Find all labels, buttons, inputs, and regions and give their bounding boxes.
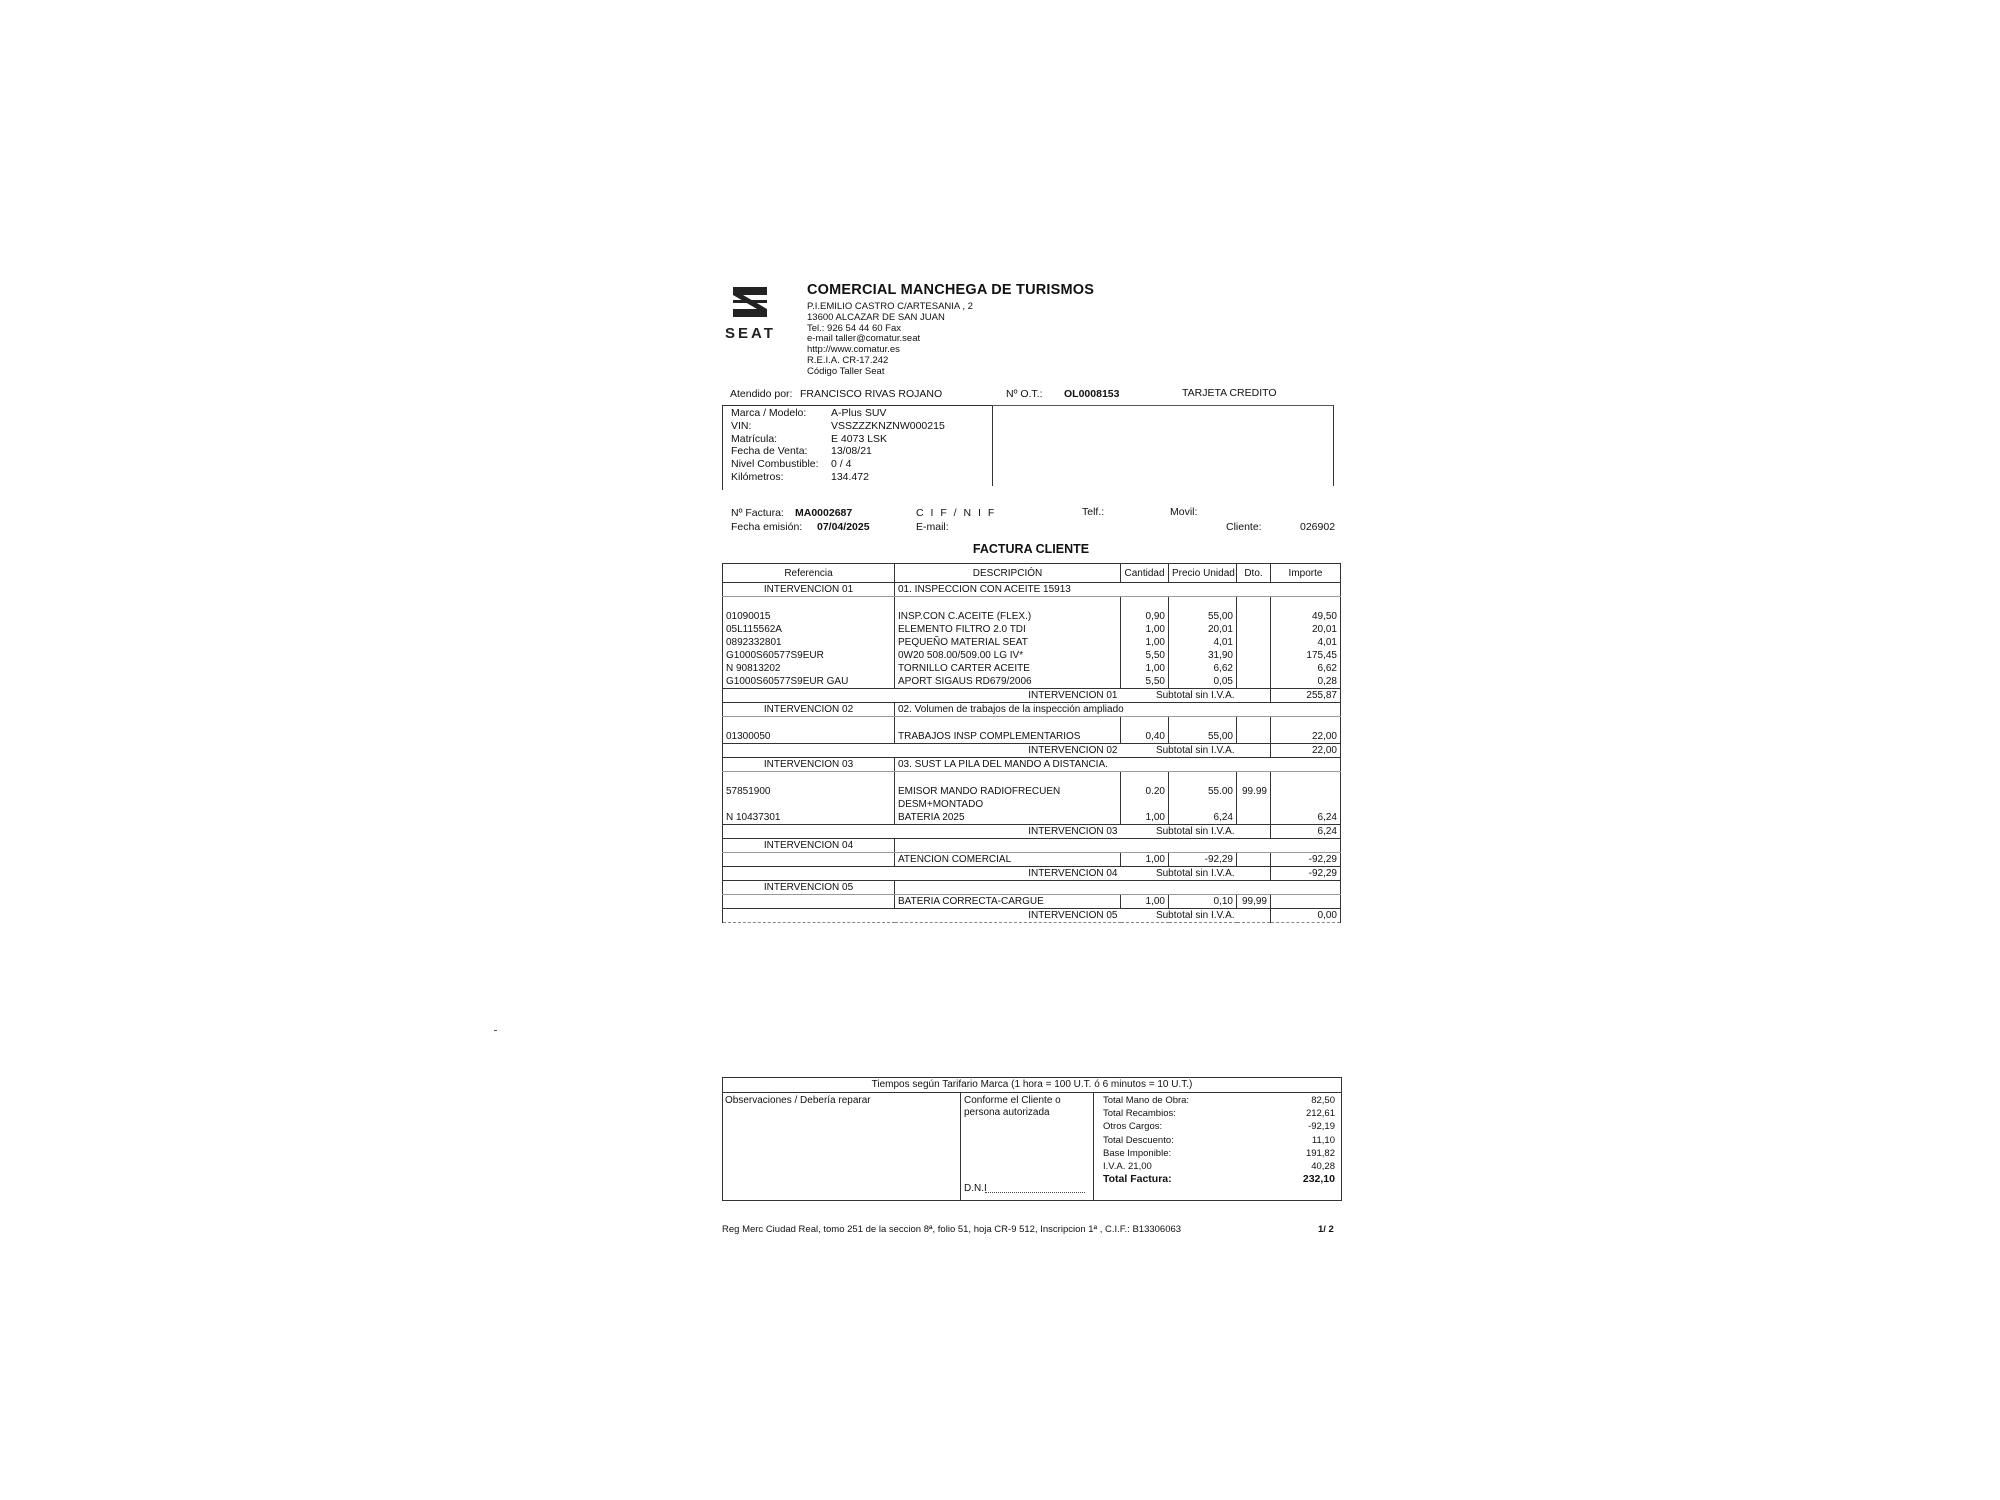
intervention-description: 01. INSPECCION CON ACEITE 15913 [895, 583, 1341, 597]
cell-empty [723, 825, 895, 839]
subtotal-value: 0,00 [1271, 909, 1341, 923]
fecha-value: 07/04/2025 [817, 521, 870, 533]
factura-value: MA0002687 [795, 507, 853, 519]
cell-amount [1271, 597, 1341, 611]
vehicle-label: Kilómetros: [731, 470, 784, 483]
subtotal-label: Subtotal sin I.V.A. [1121, 867, 1271, 881]
cell-amount: 0,28 [1271, 675, 1341, 689]
table-row [723, 649, 1341, 662]
items-body [723, 583, 1341, 923]
fecha-label: Fecha emisión: [731, 521, 803, 533]
subtotal-intervention: INTERVENCION 01 [895, 689, 1121, 703]
table-row [723, 675, 1341, 689]
intervention-title: INTERVENCION 04 [723, 839, 895, 853]
address-line: http://www.comatur.es [807, 344, 900, 356]
total-value: -92,19 [1308, 1121, 1335, 1133]
cell-ref [723, 597, 895, 611]
vehicle-label: Fecha de Venta: [731, 445, 808, 458]
subtotal-row [723, 867, 1341, 881]
intervention-title: INTERVENCION 03 [723, 758, 895, 772]
subtotal-label: Subtotal sin I.V.A. [1121, 909, 1271, 923]
cell-amount: 49,50 [1271, 610, 1341, 623]
cell-price [1169, 597, 1237, 611]
cell-dto [1237, 662, 1271, 675]
cell-desc: INSP.CON C.ACEITE (FLEX.) [895, 610, 1121, 623]
cell-price: 55.00 [1169, 785, 1237, 798]
footer-box [722, 1077, 1342, 1201]
intervention-header-row [723, 583, 1341, 597]
intervention-description [895, 881, 1341, 895]
cell-qty: 1,00 [1121, 895, 1169, 909]
cell-amount: 175,45 [1271, 649, 1341, 662]
cell-qty: 0,90 [1121, 610, 1169, 623]
cell-dto [1237, 853, 1271, 867]
scan-speck [494, 1030, 497, 1031]
cell-price [1169, 717, 1237, 731]
cell-qty [1121, 772, 1169, 786]
cell-desc: 0W20 508.00/509.00 LG IV* [895, 649, 1121, 662]
cell-price: 20,01 [1169, 623, 1237, 636]
cell-amount [1271, 717, 1341, 731]
total-value: 212,61 [1305, 1108, 1335, 1120]
cliente-label: Cliente: [1226, 521, 1262, 533]
cell-dto: 99.99 [1237, 785, 1271, 798]
table-row [723, 610, 1341, 623]
factura-label: Nº Factura: [731, 507, 784, 519]
cell-desc: TORNILLO CARTER ACEITE [895, 662, 1121, 675]
cell-amount [1271, 895, 1341, 909]
table-row [723, 623, 1341, 636]
cell-desc: APORT SIGAUS RD679/2006 [895, 675, 1121, 689]
table-row [723, 895, 1341, 909]
cell-amount: 22,00 [1271, 730, 1341, 744]
total-row [1103, 1107, 1335, 1120]
intervention-header-row [723, 881, 1341, 895]
cell-qty: 1,00 [1121, 662, 1169, 675]
cell-amount: 20,01 [1271, 623, 1341, 636]
cell-qty: 1,00 [1121, 811, 1169, 825]
customer-box [992, 405, 1334, 486]
column-header: Cantidad [1121, 564, 1169, 583]
cell-ref [723, 798, 895, 811]
address-line: Tel.: 926 54 44 60 Fax [807, 322, 902, 334]
vehicle-value: E 4073 LSK [831, 432, 888, 445]
cell-ref: 0892332801 [723, 636, 895, 649]
subtotal-label: Subtotal sin I.V.A. [1121, 825, 1271, 839]
cell-dto [1237, 717, 1271, 731]
cell-price: 6,24 [1169, 811, 1237, 825]
subtotal-row [723, 744, 1341, 758]
cell-desc: TRABAJOS INSP COMPLEMENTARIOS [895, 730, 1121, 744]
vehicle-label: Marca / Modelo: [731, 407, 807, 419]
cell-amount [1271, 798, 1341, 811]
cell-qty: 0,40 [1121, 730, 1169, 744]
cell-amount: 6,24 [1271, 811, 1341, 825]
cliente-value: 026902 [1300, 521, 1336, 533]
atendido-value: FRANCISCO RIVAS ROJANO [800, 388, 943, 400]
column-header: DESCRIPCIÓN [895, 564, 1121, 583]
total-label: Total Recambios: [1103, 1108, 1176, 1120]
vehicle-label: VIN: [731, 419, 752, 432]
cell-dto [1237, 675, 1271, 689]
cell-ref [723, 772, 895, 786]
total-row [1103, 1173, 1335, 1186]
subtotal-label: Subtotal sin I.V.A. [1121, 689, 1271, 703]
table-row [723, 785, 1341, 798]
cell-ref: 05L115562A [723, 623, 895, 636]
total-row [1103, 1160, 1335, 1173]
subtotal-row [723, 689, 1341, 703]
total-value: 82,50 [1311, 1095, 1335, 1106]
cell-desc: BATERIA CORRECTA-CARGUE [895, 895, 1121, 909]
cell-ref: N 10437301 [723, 811, 895, 825]
conforme-label: Conforme el Cliente o [964, 1095, 1061, 1106]
total-row [1103, 1134, 1335, 1147]
cell-qty: 5,50 [1121, 675, 1169, 689]
total-label: Otros Cargos: [1103, 1121, 1163, 1133]
address-line: Código Taller Seat [807, 365, 885, 377]
vehicle-value: A-Plus SUV [831, 407, 887, 419]
cell-desc: DESM+MONTADO [895, 798, 1121, 811]
subtotal-value: -92,29 [1271, 867, 1341, 881]
payment-method: TARJETA CREDITO [1182, 387, 1277, 399]
cell-price: 6,62 [1169, 662, 1237, 675]
total-label: Base Imponible: [1103, 1147, 1172, 1159]
footer-divider [1093, 1092, 1094, 1200]
address-line: 13600 ALCAZAR DE SAN JUAN [807, 311, 945, 323]
intervention-description: 02. Volumen de trabajos de la inspección ampliado [895, 703, 1341, 717]
total-value: 40,28 [1311, 1161, 1335, 1173]
address-line: e-mail taller@comatur.seat [807, 333, 921, 345]
movil-label: Movil: [1170, 506, 1198, 518]
cell-amount: 6,62 [1271, 662, 1341, 675]
cell-price: 55,00 [1169, 730, 1237, 744]
seat-logo [722, 283, 782, 343]
table-row [723, 597, 1341, 611]
total-value: 232,10 [1302, 1173, 1335, 1186]
seat-logo-text: SEAT [725, 325, 776, 342]
cell-dto [1237, 798, 1271, 811]
cell-dto [1237, 649, 1271, 662]
vehicle-value: 134.472 [831, 470, 869, 483]
cell-qty: 0.20 [1121, 785, 1169, 798]
table-row [723, 636, 1341, 649]
subtotal-value: 6,24 [1271, 825, 1341, 839]
total-label: Total Descuento: [1103, 1134, 1174, 1146]
intervention-header-row [723, 703, 1341, 717]
cell-price [1169, 798, 1237, 811]
atendido-label: Atendido por: [730, 388, 793, 400]
table-row [723, 717, 1341, 731]
cell-ref: G1000S60577S9EUR GAU [723, 675, 895, 689]
cell-qty: 5,50 [1121, 649, 1169, 662]
subtotal-row [723, 825, 1341, 839]
dni-signature-line [985, 1192, 1085, 1193]
cell-dto [1237, 811, 1271, 825]
cell-price [1169, 772, 1237, 786]
subtotal-value: 22,00 [1271, 744, 1341, 758]
cell-price: 31,90 [1169, 649, 1237, 662]
cell-amount [1271, 785, 1341, 798]
cell-ref: 01090015 [723, 610, 895, 623]
cell-ref [723, 717, 895, 731]
email-label: E-mail: [916, 521, 949, 533]
cell-dto [1237, 772, 1271, 786]
cell-dto [1237, 623, 1271, 636]
company-name: COMERCIAL MANCHEGA DE TURISMOS [807, 282, 1095, 298]
observaciones-label: Observaciones / Debería reparar [725, 1095, 871, 1106]
table-row [723, 662, 1341, 675]
column-header: Precio Unidad [1169, 564, 1237, 583]
subtotal-intervention: INTERVENCION 02 [895, 744, 1121, 758]
subtotal-row [723, 909, 1341, 923]
cell-empty [723, 689, 895, 703]
cell-dto: 99,99 [1237, 895, 1271, 909]
cell-dto [1237, 636, 1271, 649]
cell-price: -92,29 [1169, 853, 1237, 867]
address-line: P.I.EMILIO CASTRO C/ARTESANIA , 2 [807, 301, 973, 312]
vehicle-label: Nivel Combustible: [731, 458, 819, 471]
cell-qty [1121, 717, 1169, 731]
cell-dto [1237, 597, 1271, 611]
cell-ref [723, 895, 895, 909]
items-table [722, 563, 1341, 923]
cell-ref: 01300050 [723, 730, 895, 744]
total-label: Total Factura: [1103, 1173, 1172, 1186]
column-header: Importe [1271, 564, 1341, 583]
intervention-description [895, 839, 1341, 853]
vehicle-labels [731, 407, 819, 484]
subtotal-intervention: INTERVENCION 04 [895, 867, 1121, 881]
page-number: 1/ 2 [1318, 1224, 1334, 1235]
cell-ref: G1000S60577S9EUR [723, 649, 895, 662]
column-header: Dto. [1237, 564, 1271, 583]
address-line: R.E.I.A. CR-17.242 [807, 354, 889, 366]
vehicle-value: VSSZZZKNZNW000215 [831, 419, 945, 432]
cell-ref [723, 853, 895, 867]
total-value: 11,10 [1311, 1134, 1335, 1146]
company-address [807, 302, 973, 378]
cell-ref: N 90813202 [723, 662, 895, 675]
cell-price: 0,10 [1169, 895, 1237, 909]
table-row [723, 772, 1341, 786]
total-label: Total Mano de Obra: [1103, 1095, 1190, 1106]
registro-mercantil: Reg Merc Ciudad Real, tomo 251 de la seccion 8ª, folio 51, hoja CR-9 512, Inscripcion 1ª , C.I.F.: B13306063 [722, 1224, 1182, 1235]
total-row [1103, 1120, 1335, 1133]
cell-desc: ELEMENTO FILTRO 2.0 TDI [895, 623, 1121, 636]
cell-desc: EMISOR MANDO RADIOFRECUEN [895, 785, 1121, 798]
cell-amount: -92,29 [1271, 853, 1341, 867]
subtotal-value: 255,87 [1271, 689, 1341, 703]
vehicle-label: Matrícula: [731, 432, 778, 445]
invoice-title: FACTURA CLIENTE [972, 542, 1090, 556]
cif-label: C I F / N I F [916, 507, 997, 519]
intervention-title: INTERVENCION 01 [723, 583, 895, 597]
cell-dto [1237, 730, 1271, 744]
subtotal-label: Subtotal sin I.V.A. [1121, 744, 1271, 758]
conforme-label: persona autorizada [964, 1107, 1050, 1118]
intervention-description: 03. SUST LA PILA DEL MANDO A DISTANCIA. [895, 758, 1341, 772]
intervention-header-row [723, 839, 1341, 853]
cell-qty [1121, 597, 1169, 611]
cell-desc: PEQUEÑO MATERIAL SEAT [895, 636, 1121, 649]
footer-divider [960, 1092, 961, 1200]
vehicle-values [831, 407, 945, 484]
cell-empty [723, 909, 895, 923]
cell-dto [1237, 610, 1271, 623]
vehicle-value: 0 / 4 [831, 458, 852, 471]
total-row [1103, 1094, 1335, 1107]
subtotal-intervention: INTERVENCION 05 [895, 909, 1121, 923]
cell-desc: ATENCION COMERCIAL [895, 853, 1121, 867]
cell-price: 4,01 [1169, 636, 1237, 649]
totals-block [1103, 1094, 1335, 1186]
table-row [723, 730, 1341, 744]
dni-label: D.N.I [964, 1183, 987, 1194]
cell-desc [895, 717, 1121, 731]
ot-value: OL0008153 [1064, 388, 1120, 400]
total-label: I.V.A. 21,00 [1103, 1161, 1152, 1173]
cell-empty [723, 867, 895, 881]
cell-amount [1271, 772, 1341, 786]
cell-qty: 1,00 [1121, 636, 1169, 649]
total-value: 191,82 [1305, 1147, 1335, 1159]
table-row [723, 853, 1341, 867]
table-header-row [723, 564, 1341, 583]
total-row [1103, 1147, 1335, 1160]
telf-label: Telf.: [1082, 506, 1105, 518]
cell-qty [1121, 798, 1169, 811]
cell-desc [895, 772, 1121, 786]
vehicle-value: 13/08/21 [831, 445, 872, 458]
cell-desc [895, 597, 1121, 611]
cell-desc: BATERIA 2025 [895, 811, 1121, 825]
table-row [723, 798, 1341, 811]
cell-ref: 57851900 [723, 785, 895, 798]
table-row [723, 811, 1341, 825]
ot-label: Nº O.T.: [1006, 388, 1043, 400]
cell-price: 0,05 [1169, 675, 1237, 689]
column-header: Referencia [723, 564, 895, 583]
subtotal-intervention: INTERVENCION 03 [895, 825, 1121, 839]
intervention-title: INTERVENCION 05 [723, 881, 895, 895]
intervention-title: INTERVENCION 02 [723, 703, 895, 717]
cell-price: 55,00 [1169, 610, 1237, 623]
cell-empty [723, 744, 895, 758]
cell-qty: 1,00 [1121, 623, 1169, 636]
tiempos-note: Tiempos según Tarifario Marca (1 hora = 100 U.T. ó 6 minutos = 10 U.T.) [723, 1078, 1341, 1093]
cell-qty: 1,00 [1121, 853, 1169, 867]
intervention-header-row [723, 758, 1341, 772]
cell-amount: 4,01 [1271, 636, 1341, 649]
